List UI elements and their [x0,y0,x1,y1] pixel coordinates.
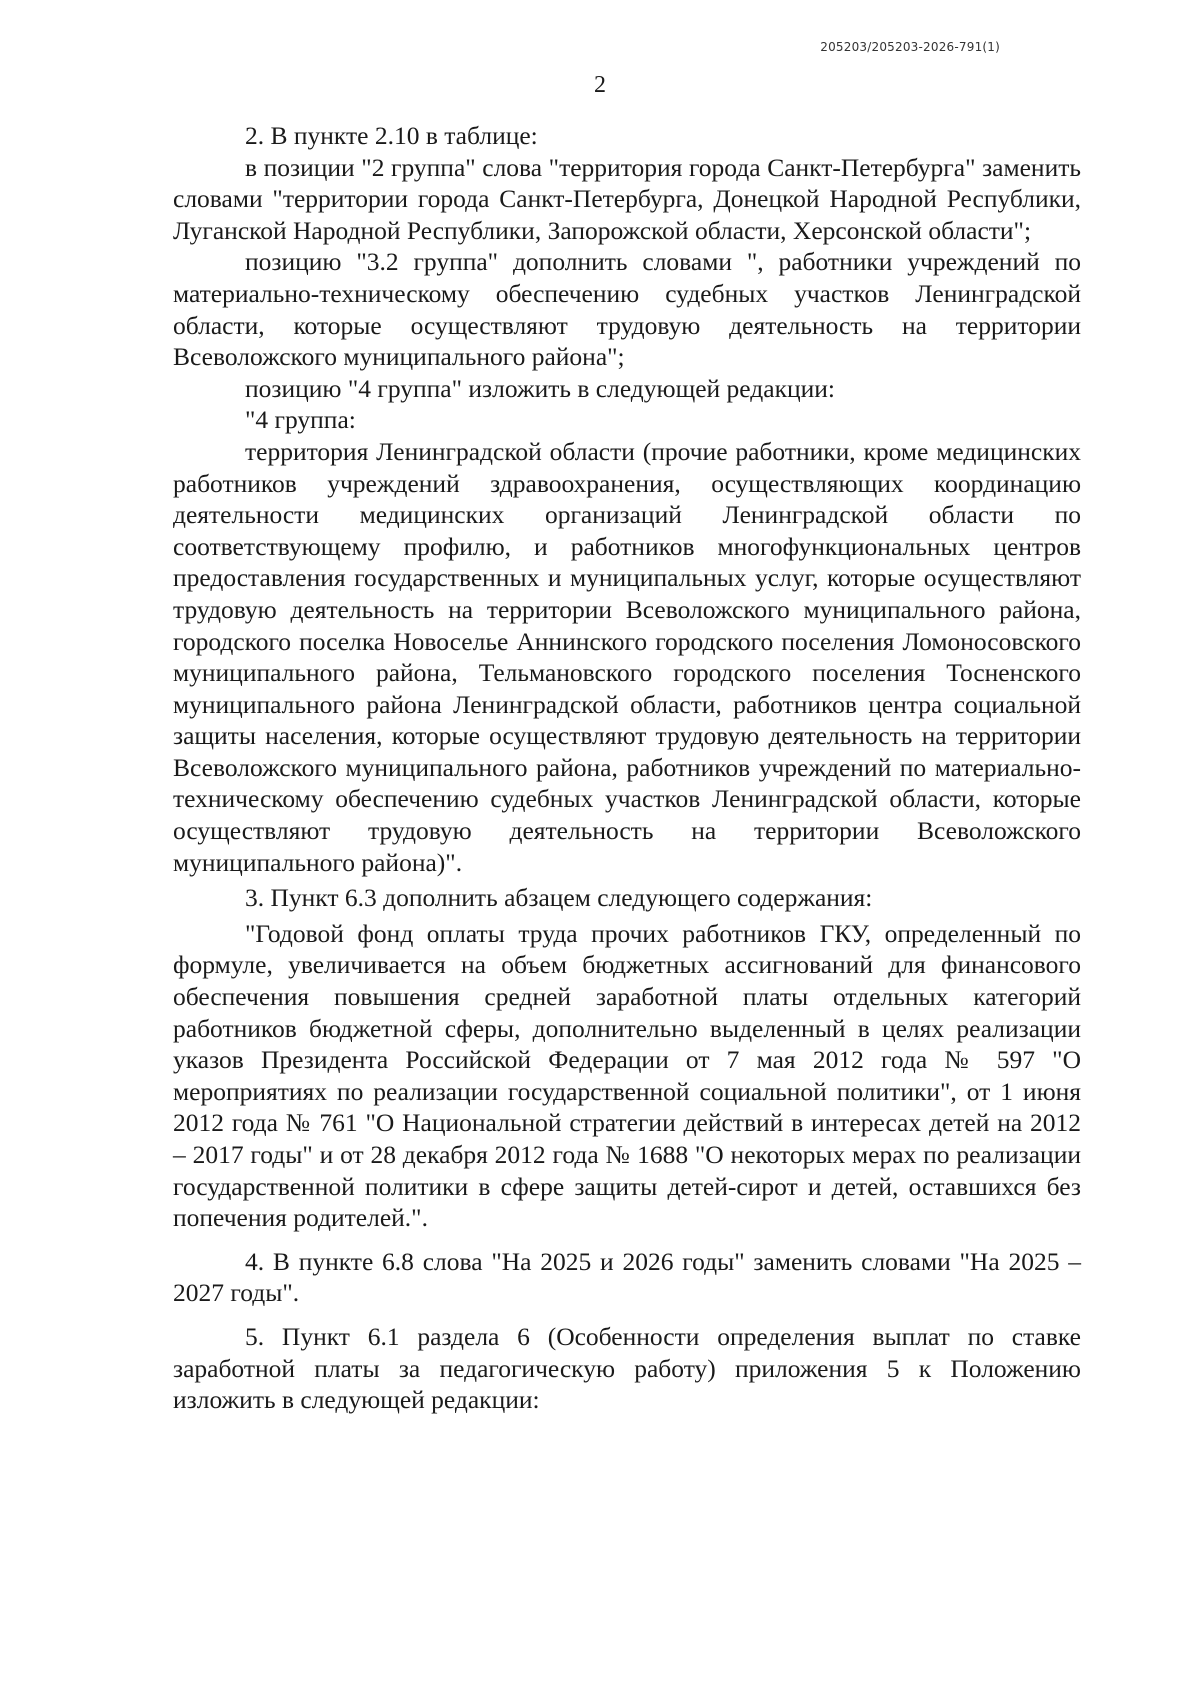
paragraph-item-2: 2. В пункте 2.10 в таблице: [245,121,538,150]
paragraph-group-3-2-change: позицию "3.2 группа" дополнить словами ", работники учреждений по материально-техническому обеспечению судебных участков Ленинградской области, которые осуществляют трудовую деятельность на территории Всеволожского муниципального района"; [173,247,1081,372]
paragraph-group-4-heading: "4 группа: [245,405,356,435]
document-body [173,120,1081,1416]
paragraph-group-2-change: в позиции "2 группа" слова "территория города Санкт-Петербурга" заменить словами "территории города Санкт-Петербурга, Донецкой Народной Республики, Луганской Народной Республики, Запорожской области, Херсонской области"; [173,152,1081,245]
paragraph-item-3-text: "Годовой фонд оплаты труда прочих работников ГКУ, определенный по формуле, увеличивается на объем бюджетных ассигнований для финансового обеспечения повышения средней заработной платы отдельных категорий работников бюджетной сферы, дополнительно выделенный в целях реализации указов Президента Российской Федерации от 7 мая 2012 года № 597 "О мероприятиях по реализации государственной социальной политики", от 1 июня 2012 года № 761 "О Национальной стратегии действий в интересах детей на 2012 – 2017 годы" и от 28 декабря 2012 года № 1688 "О некоторых мерах по реализации государственной политики в сфере защиты детей-сирот и детей, оставшихся без попечения родителей.". [173,918,1081,1233]
paragraph-item-5: 5. Пункт 6.1 раздела 6 (Особенности определения выплат по ставке заработной платы за педагогическую работу) приложения 5 к Положению изложить в следующей редакции: [173,1321,1081,1415]
page-number: 2 [594,72,606,98]
paragraph-group-4-text: территория Ленинградской области (прочие работники, кроме медицинских работников учреждений здравоохранения, осуществляющих координацию деятельности медицинских организаций Ленинградской области по соответствующему профилю, и работников многофункциональных центров предоставления государственных и муниципальных услуг, которые осуществляют трудовую деятельность на территории Всеволожского муниципального района, городского поселка Новоселье Аннинского городского поселения Ломоносовского муниципального района, Тельмановского городского поселения Тосненского муниципального района Ленинградской области, работников центра социальной защиты населения, которые осуществляют трудовую деятельность на территории Всеволожского муниципального района, работников учреждений по материально-техническому обеспечению судебных участков Ленинградской области, которые осуществляют трудовую деятельность на территории Всеволожского муниципального района)". [173,436,1081,877]
paragraph-item-3: 3. Пункт 6.3 дополнить абзацем следующего содержания: [245,883,873,913]
paragraph-group-4-intro: позицию "4 группа" изложить в следующей редакции: [245,373,835,403]
paragraph-item-4: 4. В пункте 6.8 слова "На 2025 и 2026 годы" заменить словами "На 2025 – 2027 годы". [173,1246,1081,1308]
document-id: 205203/205203-2026-791(1) [820,40,1000,54]
